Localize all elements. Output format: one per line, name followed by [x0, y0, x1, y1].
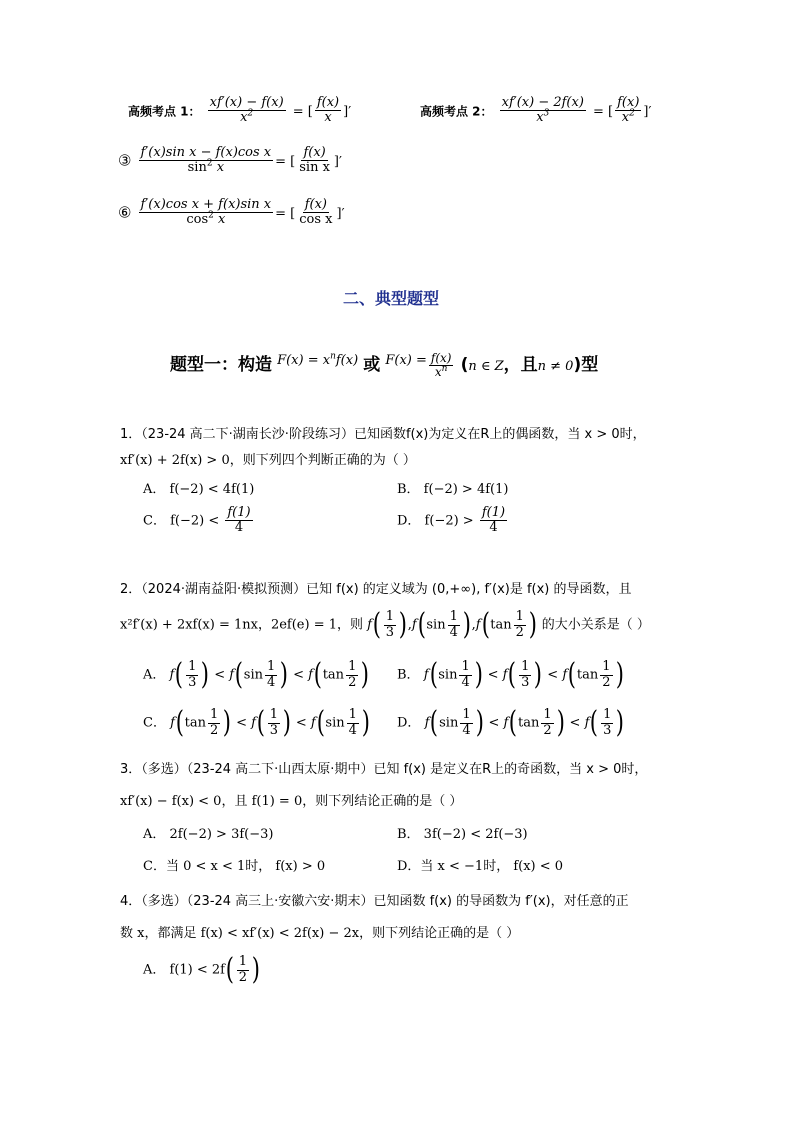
key-point-2-label: 高频考点 2：	[420, 104, 493, 119]
q2-option-c[interactable]: C． f(tan $\frac{1}{2}$ ) < f( $\frac{1}{3}$ ) < f(sin $\frac{1}{4}$ )	[143, 705, 370, 740]
q1-stem-line1: 1．（23-24 高二下·湖南长沙·阶段练习）已知函数f(x)为定义在R上的偶函数，当 x > 0时，	[120, 427, 646, 442]
key-point-2: 高频考点 2： $\frac{xf'(x) - 2f(x)}{x^3}$ = [ $\frac{f(x)}{x^2}$ ]′	[420, 95, 652, 126]
q3-option-d[interactable]: D．当 x < −1时， f(x) < 0	[397, 859, 564, 874]
q3-option-a[interactable]: A． 2f(−2) > 3f(−3)	[143, 827, 274, 842]
q2-option-b[interactable]: B． f(sin $\frac{1}{4}$ ) < f( $\frac{1}{3}$ ) < f(tan $\frac{1}{2}$ )	[397, 657, 624, 692]
q2-option-a[interactable]: A． f( $\frac{1}{3}$ ) < f(sin $\frac{1}{4}$ ) < f(tan $\frac{1}{2}$ )	[143, 657, 370, 692]
formula-3: ③ $\frac{\text{f′(x)sin x − f(x)cos x}}{\sin^2 x}$ = [ $\frac{f(x)}{\text{sin x}}$ ]′	[118, 145, 342, 176]
section-title: 二、典型题型	[343, 289, 440, 308]
q4-stem-line2: 数 x，都满足 f(x) < xf′(x) < 2f(x) − 2x，则下列结论正确的是（ ）	[120, 926, 520, 941]
key-point-1: 高频考点 1： $\frac{xf'(x) - f(x)}{x^2}$ = [ $\frac{f(x)}{x}$ ]′	[128, 95, 352, 126]
q1-option-a[interactable]: A． f(−2) < 4f(1)	[143, 482, 255, 497]
q1-option-c[interactable]: C． f(−2) < $\frac{f(1)}{4}$	[143, 505, 251, 536]
formula-6: ⑥ $\frac{\text{f′(x)cos x + f(x)sin x}}{\cos^2 x}$ = [ $\frac{f(x)}{\text{cos x}}$ ]′	[118, 197, 345, 228]
kp2-fraction: $\frac{xf'(x) - 2f(x)}{x^3}$	[501, 95, 584, 126]
q1-stem-line2: xf′(x) + 2f(x) > 0，则下列四个判断正确的为（ ）	[120, 453, 416, 468]
q3-stem-line1: 3．（多选）（23-24 高二下·山西太原·期中）已知 f(x) 是定义在R上的奇函数，当 x > 0时，	[120, 762, 648, 777]
key-point-1-label: 高频考点 1：	[128, 104, 201, 119]
q2-stem-line1: 2．（2024·湖南益阳·模拟预测）已知 f(x) 的定义域为 (0,+∞), f′(x)是 f(x) 的导函数，且	[120, 582, 632, 597]
q3-option-c[interactable]: C．当 0 < x < 1时， f(x) > 0	[143, 859, 326, 874]
q2-stem-line2: x²f′(x) + 2xf(x) = 1nx，2ef(e) = 1，则 f( $\frac{1}{3}$ ),f(sin $\frac{1}{4}$ ),f(tan $\frac{1}{2}$ ) 的大小关系是（ ）	[120, 607, 650, 642]
q2-option-d[interactable]: D． f(sin $\frac{1}{4}$ ) < f(tan $\frac{1}{2}$ ) < f( $\frac{1}{3}$ )	[397, 705, 625, 740]
q1-option-b[interactable]: B． f(−2) > 4f(1)	[397, 482, 509, 497]
kp1-fraction: $\frac{xf'(x) - f(x)}{x^2}$	[209, 95, 284, 126]
q4-option-a[interactable]: A． f(1) < 2f( $\frac{1}{2}$ )	[143, 952, 260, 987]
q3-stem-line2: xf′(x) − f(x) < 0，且 f(1) = 0，则下列结论正确的是（ ）	[120, 794, 463, 809]
q4-stem-line1: 4．（多选）（23-24 高三上·安徽六安·期末）已知函数 f(x) 的导函数为 f′(x)，对任意的正	[120, 894, 629, 909]
q3-option-b[interactable]: B． 3f(−2) < 2f(−3)	[397, 827, 528, 842]
type-heading: 题型一：构造 $^{F(x) = x^nf(x)}$ 或 $^{F(x) =}$ $\frac{f(x)}{x^n}$ (n ∈ Z，且n ≠ 0)型	[170, 351, 599, 380]
q1-option-d[interactable]: D． f(−2) > $\frac{f(1)}{4}$	[397, 505, 506, 536]
